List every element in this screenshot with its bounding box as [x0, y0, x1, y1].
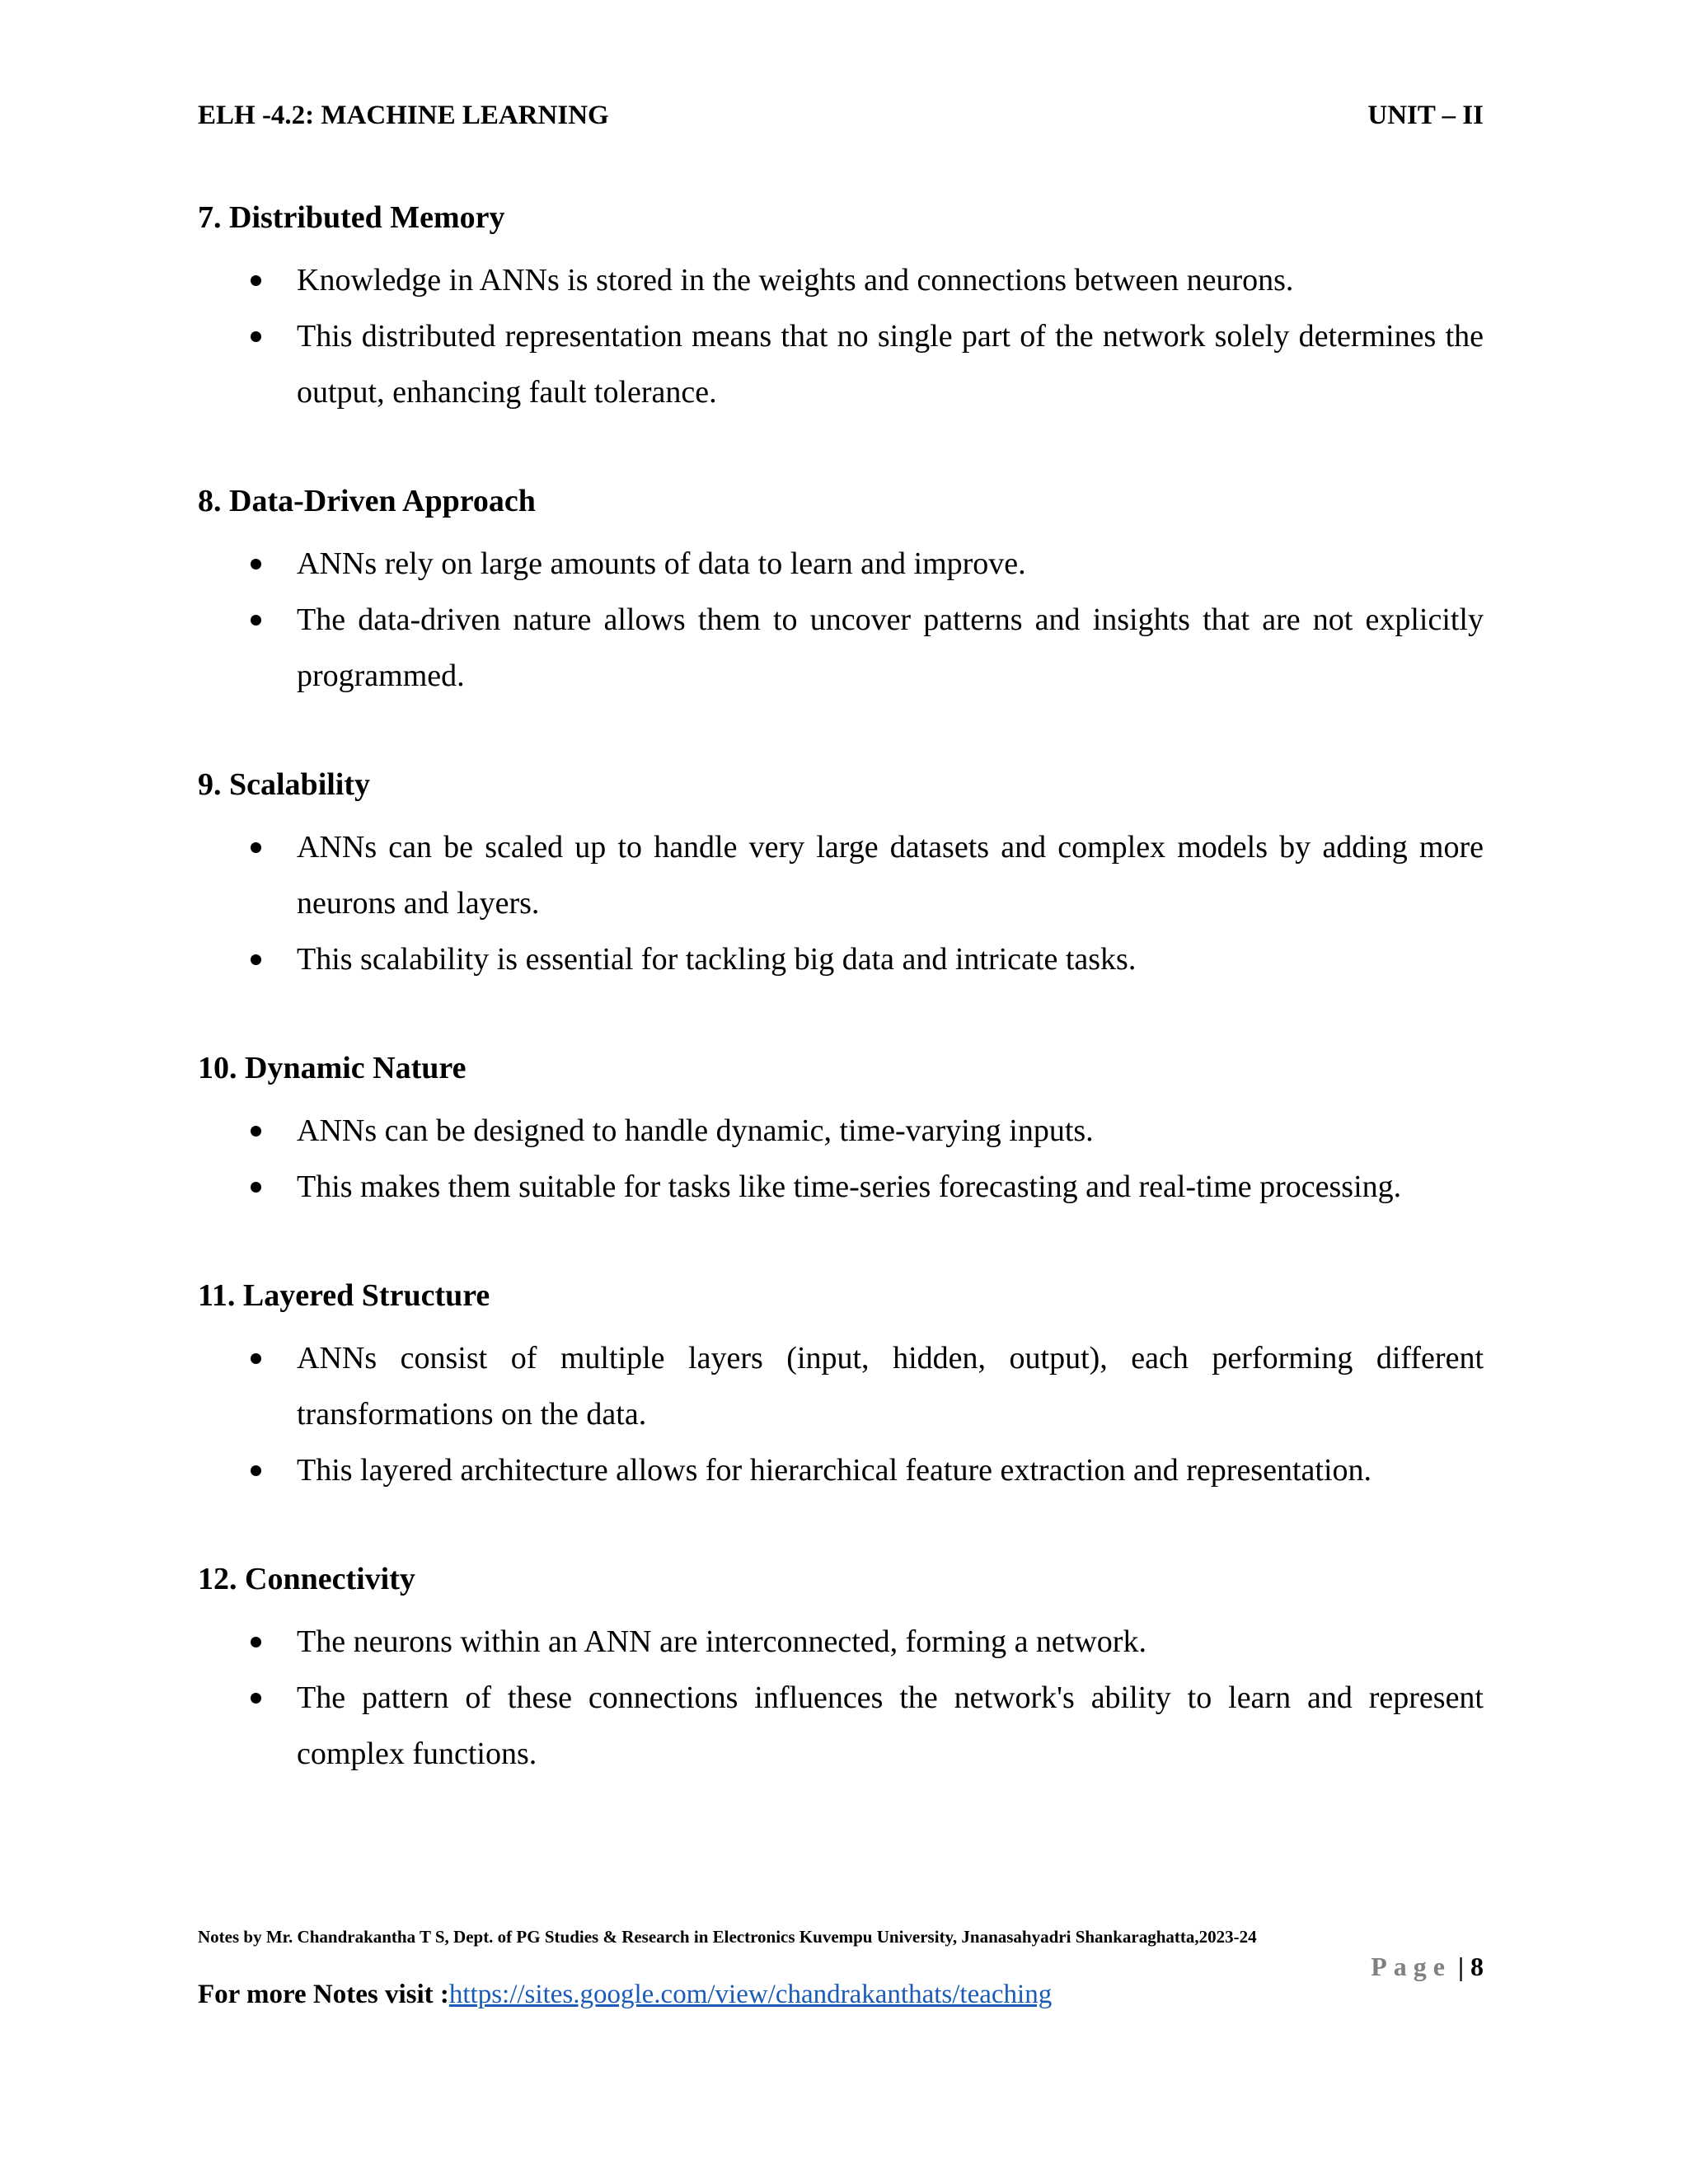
more-notes-line	[198, 1980, 1052, 2010]
notes-link[interactable]: https://sites.google.com/view/chandrakanthats/teaching	[448, 1980, 1053, 2009]
bullet-item	[198, 308, 1484, 420]
bullet-text: ANNs rely on large amounts of data to learn and improve.	[297, 546, 1026, 581]
section-heading: 10. Dynamic Nature	[198, 1051, 467, 1085]
section	[198, 194, 1484, 420]
bullet-list	[198, 819, 1484, 987]
section-heading: 12. Connectivity	[198, 1562, 415, 1596]
section-heading: 11. Layered Structure	[198, 1278, 490, 1313]
bullet-list	[198, 1103, 1484, 1215]
section	[198, 478, 1484, 704]
bullet-text: ANNs can be scaled up to handle very large datasets and complex models by adding more neurons and layers.	[297, 830, 1484, 921]
bullet-item	[198, 536, 1484, 592]
unit-label: UNIT – II	[1367, 100, 1484, 130]
section	[198, 762, 1484, 987]
page-content	[198, 194, 1484, 1782]
page-number: 8	[1470, 1952, 1484, 1981]
section	[198, 1556, 1484, 1782]
bullet-list	[198, 1330, 1484, 1498]
bullet-text: This distributed representation means that no single part of the network solely determines the output, enhancing fault tolerance.	[297, 319, 1484, 410]
bullet-list	[198, 1614, 1484, 1782]
bullet-text: This layered architecture allows for hierarchical feature extraction and representation.	[297, 1453, 1372, 1488]
bullet-text: The pattern of these connections influences the network's ability to learn and represent complex functions.	[297, 1680, 1484, 1771]
bullet-item	[198, 252, 1484, 308]
bullet-icon	[251, 331, 261, 342]
bullet-text: The neurons within an ANN are interconnected, forming a network.	[297, 1624, 1146, 1659]
section	[198, 1272, 1484, 1498]
bullet-item	[198, 1670, 1484, 1782]
bullet-item	[198, 1614, 1484, 1670]
bullet-icon	[251, 1182, 261, 1193]
page-number-block	[1371, 1952, 1484, 1982]
bullet-icon	[251, 1126, 261, 1137]
bullet-item	[198, 1103, 1484, 1159]
bullet-icon	[251, 559, 261, 569]
section-heading: 7. Distributed Memory	[198, 200, 505, 235]
bullet-icon	[251, 954, 261, 965]
more-notes-label: For more Notes visit :	[198, 1980, 449, 2009]
bullet-icon	[251, 1465, 261, 1476]
bullet-icon	[251, 615, 261, 626]
bullet-item	[198, 931, 1484, 987]
section	[198, 1045, 1484, 1215]
bullet-icon	[251, 1353, 261, 1364]
section-heading: 8. Data-Driven Approach	[198, 484, 536, 518]
bullet-text: This scalability is essential for tackling big data and intricate tasks.	[297, 942, 1137, 977]
page-separator: |	[1457, 1952, 1464, 1981]
page-header	[198, 97, 1484, 134]
page-word: Page	[1371, 1952, 1451, 1981]
bullet-list	[198, 536, 1484, 704]
bullet-text: Knowledge in ANNs is stored in the weights and connections between neurons.	[297, 263, 1294, 298]
bullet-icon	[251, 275, 261, 286]
bullet-item	[198, 592, 1484, 704]
bullet-icon	[251, 842, 261, 853]
bullet-list	[198, 252, 1484, 420]
bullet-text: ANNs can be designed to handle dynamic, time-varying inputs.	[297, 1113, 1094, 1148]
bullet-text: ANNs consist of multiple layers (input, hidden, output), each performing different transformations on the data.	[297, 1341, 1484, 1432]
section-heading: 9. Scalability	[198, 767, 371, 802]
bullet-text: This makes them suitable for tasks like time-series forecasting and real-time processing.	[297, 1169, 1402, 1204]
bullet-item	[198, 1330, 1484, 1442]
bullet-icon	[251, 1637, 261, 1647]
bullet-item	[198, 819, 1484, 931]
bullet-item	[198, 1159, 1484, 1215]
course-title: ELH -4.2: MACHINE LEARNING	[198, 100, 609, 130]
footer-note: Notes by Mr. Chandrakantha T S, Dept. of PG Studies & Research in Electronics Kuvempu University, Jnanasahyadri Shankaraghatta,2023-24	[198, 1927, 1257, 1947]
bullet-text: The data-driven nature allows them to uncover patterns and insights that are not explicitly programmed.	[297, 602, 1484, 693]
bullet-item	[198, 1442, 1484, 1498]
bullet-icon	[251, 1693, 261, 1704]
